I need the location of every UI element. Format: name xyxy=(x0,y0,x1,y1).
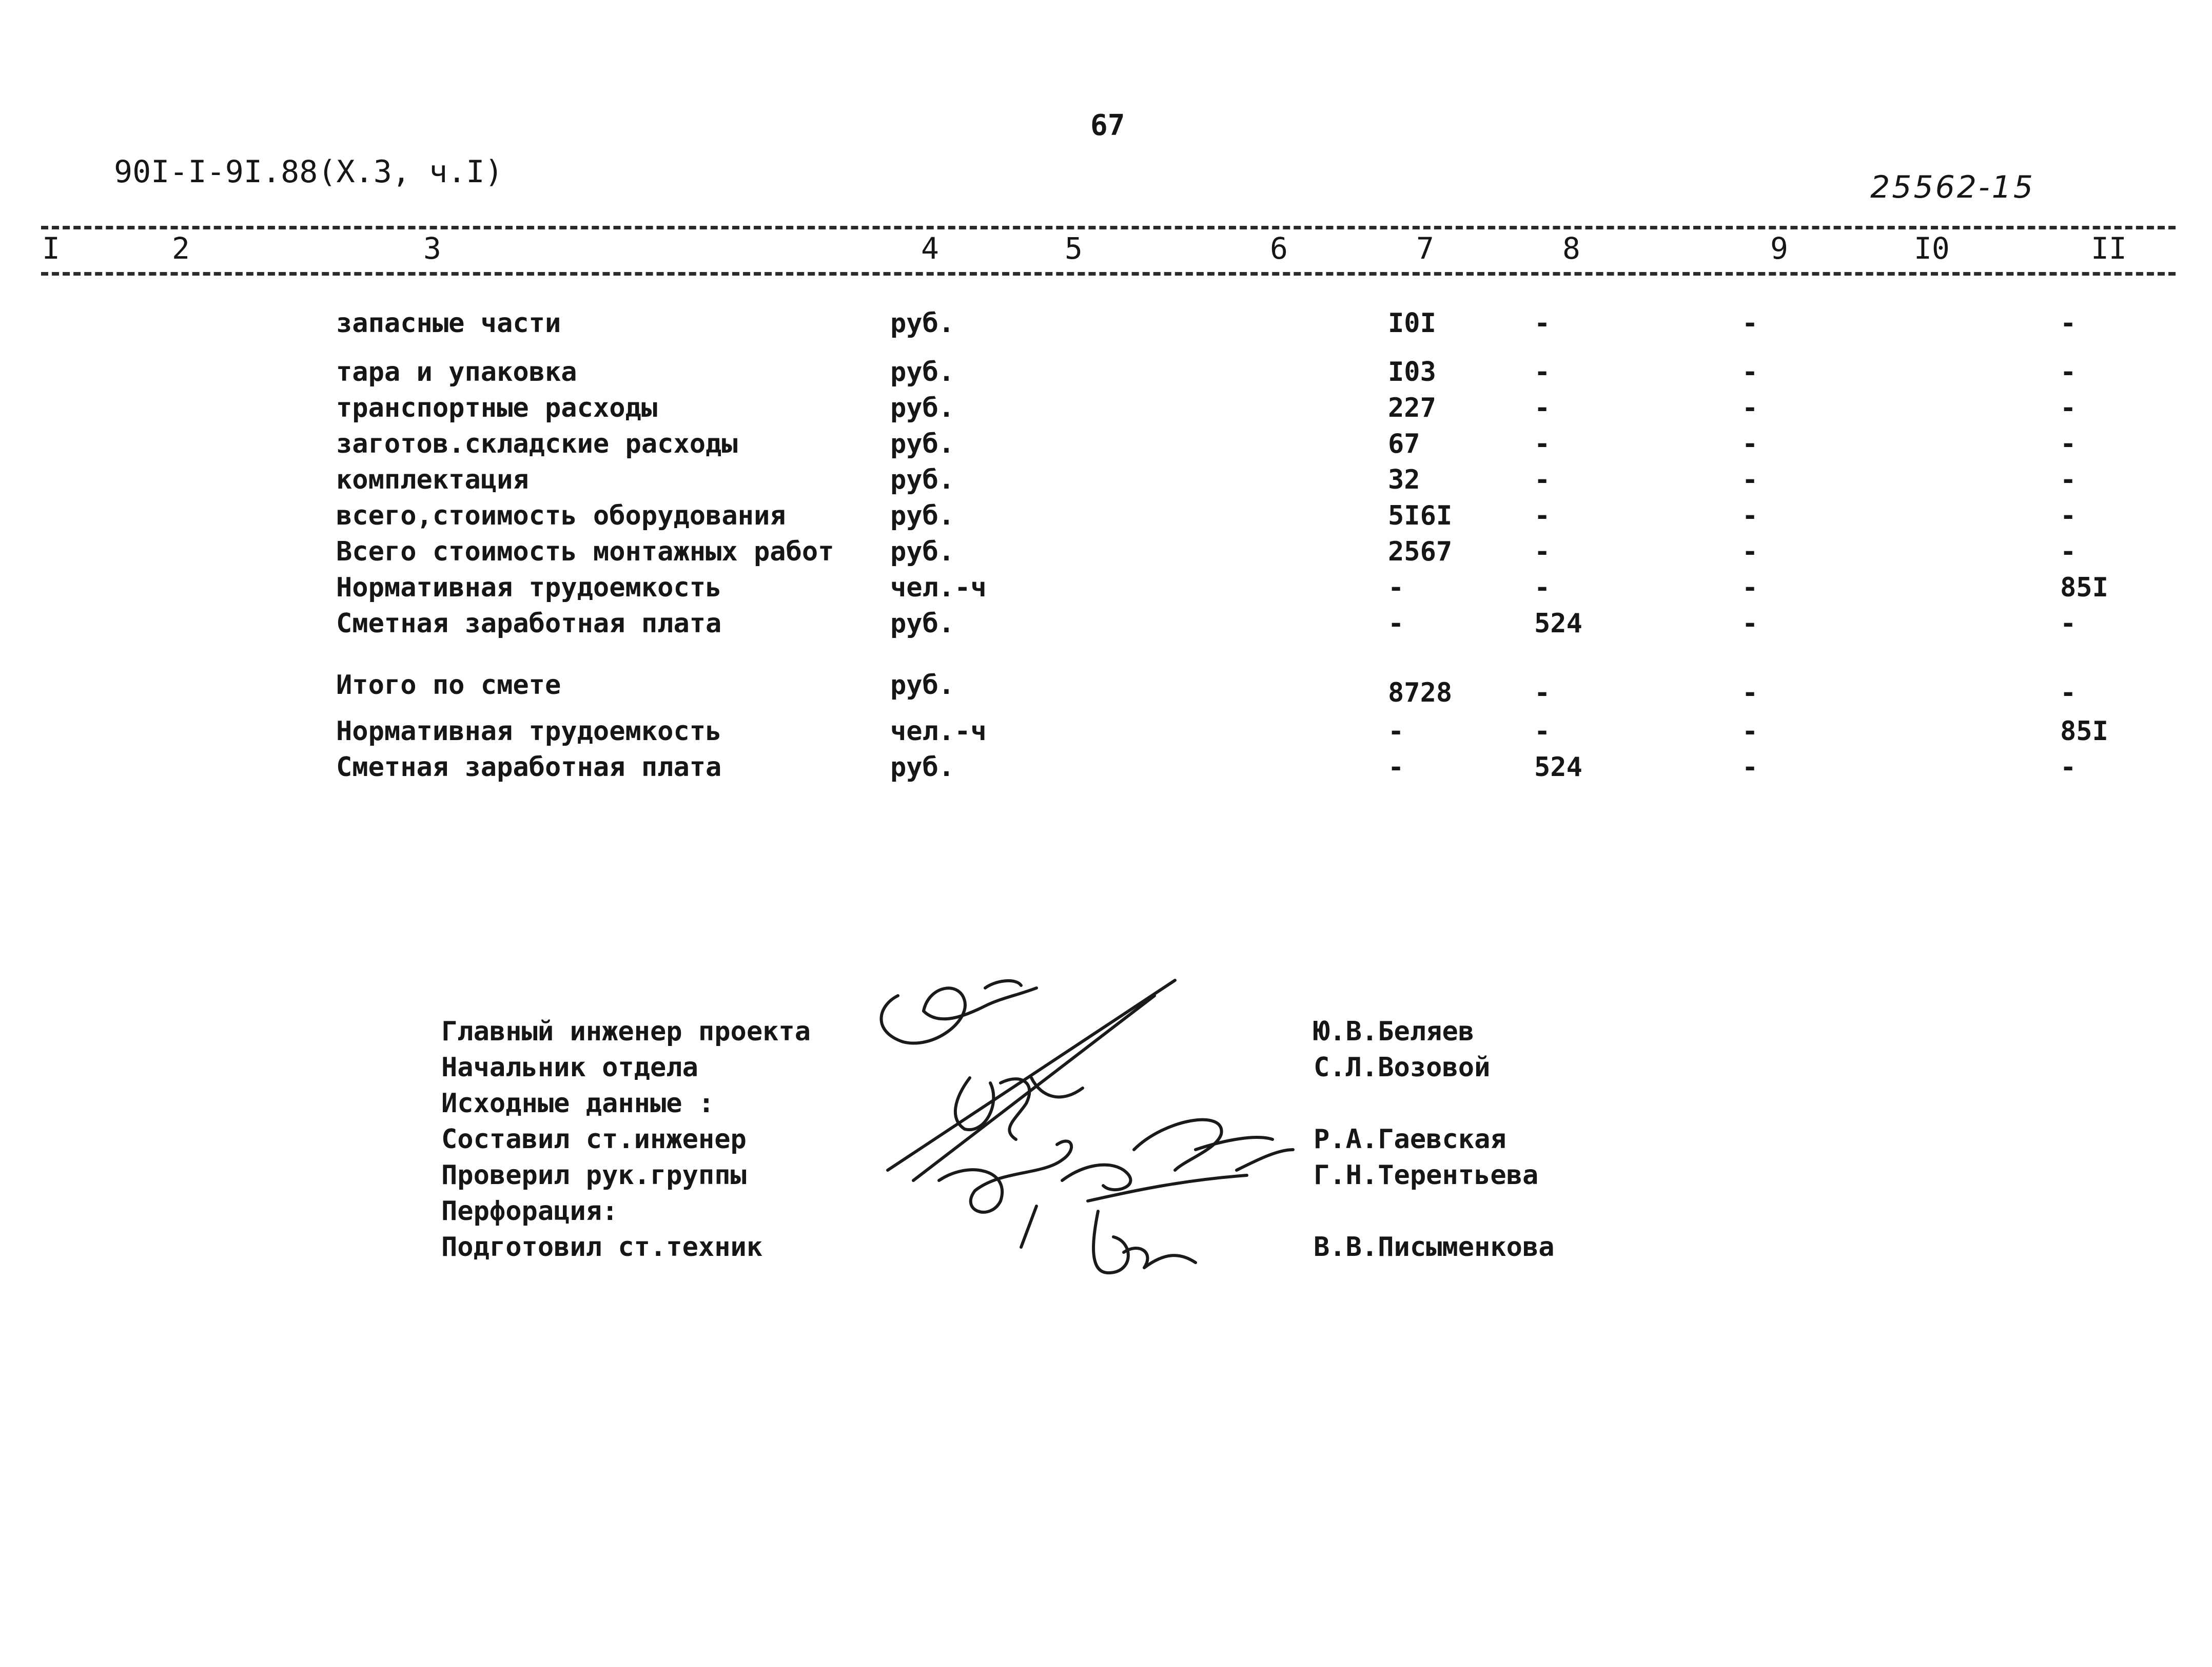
archive-number: 25562-15 xyxy=(1870,169,2035,205)
row-col8: - xyxy=(1534,308,1551,339)
column-header-11: II xyxy=(2091,231,2127,266)
row-unit: руб. xyxy=(890,536,955,567)
row-unit: руб. xyxy=(890,357,955,387)
row-col11: - xyxy=(2060,464,2077,495)
row-col11: - xyxy=(2060,608,2077,639)
signoff-name: Г.Н.Терентьева xyxy=(1314,1160,1539,1191)
row-col7: - xyxy=(1388,608,1404,639)
signoff-name xyxy=(1314,1193,1555,1229)
row-col8: 524 xyxy=(1534,608,1582,639)
document-reference: 90I-I-9I.88(X.3, ч.I) xyxy=(114,154,503,190)
table-row xyxy=(0,608,2212,644)
row-col11: - xyxy=(2060,500,2077,531)
row-unit: чел.-ч xyxy=(890,716,987,747)
column-header-1: I xyxy=(42,231,60,266)
row-col11: - xyxy=(2060,429,2077,459)
row-name: Всего стоимость монтажных работ xyxy=(336,536,834,567)
row-col9: - xyxy=(1742,716,1758,747)
column-header-4: 4 xyxy=(921,231,939,266)
signoff-role: Главный инженер проекта xyxy=(441,1016,811,1047)
table-row xyxy=(0,357,2212,393)
signoff-name: В.В.Писыменкова xyxy=(1314,1232,1555,1263)
row-col8: - xyxy=(1534,429,1551,459)
table-row xyxy=(0,752,2212,788)
row-col9: - xyxy=(1742,429,1758,459)
totals-unit: руб. xyxy=(890,670,955,701)
row-col11: - xyxy=(2060,393,2077,423)
table-row xyxy=(0,429,2212,464)
table-row xyxy=(0,716,2212,752)
row-col11: - xyxy=(2060,536,2077,567)
row-col9: - xyxy=(1742,752,1758,783)
row-name: Нормативная трудоемкость xyxy=(336,572,722,603)
column-header-9: 9 xyxy=(1770,231,1788,266)
row-col9: - xyxy=(1742,608,1758,639)
signoff-name: С.Л.Возовой xyxy=(1314,1052,1491,1083)
column-header-2: 2 xyxy=(172,231,190,266)
row-col9: - xyxy=(1742,572,1758,603)
row-name: Сметная заработная плата xyxy=(336,608,722,639)
table-row xyxy=(0,536,2212,572)
table-row xyxy=(0,500,2212,536)
row-col7: 67 xyxy=(1388,429,1420,459)
column-header-6: 6 xyxy=(1270,231,1288,266)
table-top-rule xyxy=(41,226,2176,229)
row-unit: руб. xyxy=(890,429,955,459)
row-col11: 85I xyxy=(2060,716,2108,747)
table-row xyxy=(0,308,2212,344)
totals-col7: 8728 xyxy=(1388,677,1453,708)
table-header-bottom-rule xyxy=(41,272,2176,276)
row-col9: - xyxy=(1742,393,1758,423)
column-header-8: 8 xyxy=(1562,231,1580,266)
row-col8: - xyxy=(1534,716,1551,747)
row-name: тара и упаковка xyxy=(336,357,577,387)
row-unit: руб. xyxy=(890,308,955,339)
page-number: 67 xyxy=(1090,109,1125,142)
signoff-name: Р.А.Гаевская xyxy=(1314,1124,1506,1155)
totals-title: Итого по смете xyxy=(336,670,561,701)
signoff-roles xyxy=(441,1014,811,1265)
totals-col8: - xyxy=(1534,677,1551,708)
table-row xyxy=(0,393,2212,429)
row-unit: руб. xyxy=(890,393,955,423)
column-header-7: 7 xyxy=(1416,231,1434,266)
signoff-role: Исходные данные : xyxy=(441,1088,715,1119)
row-name: всего,стоимость оборудования xyxy=(336,500,786,531)
row-col9: - xyxy=(1742,464,1758,495)
row-col8: - xyxy=(1534,357,1551,387)
table-row xyxy=(0,464,2212,500)
row-col9: - xyxy=(1742,536,1758,567)
row-col8: - xyxy=(1534,536,1551,567)
row-col7: 227 xyxy=(1388,393,1436,423)
row-col11: - xyxy=(2060,357,2077,387)
row-col8: - xyxy=(1534,500,1551,531)
row-name: Нормативная трудоемкость xyxy=(336,716,722,747)
column-header-5: 5 xyxy=(1065,231,1083,266)
row-col11: 85I xyxy=(2060,572,2108,603)
row-col9: - xyxy=(1742,357,1758,387)
row-unit: руб. xyxy=(890,500,955,531)
row-col7: - xyxy=(1388,752,1404,783)
row-col8: - xyxy=(1534,464,1551,495)
table-row xyxy=(0,572,2212,608)
row-col7: I03 xyxy=(1388,357,1436,387)
row-name: заготов.складские расходы xyxy=(336,429,738,459)
column-header-3: 3 xyxy=(423,231,441,266)
signoff-role: Составил ст.инженер xyxy=(441,1124,747,1155)
row-col11: - xyxy=(2060,752,2077,783)
row-unit: руб. xyxy=(890,464,955,495)
signoff-role: Начальник отдела xyxy=(441,1052,698,1083)
totals-col9: - xyxy=(1742,677,1758,708)
row-name: Сметная заработная плата xyxy=(336,752,722,783)
row-col7: I0I xyxy=(1388,308,1436,339)
row-col9: - xyxy=(1742,308,1758,339)
row-col9: - xyxy=(1742,500,1758,531)
row-name: запасные части xyxy=(336,308,561,339)
signoff-name xyxy=(1314,1086,1555,1121)
row-col8: - xyxy=(1534,572,1551,603)
handwritten-signatures xyxy=(867,965,1329,1298)
row-name: комплектация xyxy=(336,464,529,495)
row-unit: руб. xyxy=(890,752,955,783)
row-col11: - xyxy=(2060,308,2077,339)
row-col7: - xyxy=(1388,572,1404,603)
row-name: транспортные расходы xyxy=(336,393,658,423)
totals-col11: - xyxy=(2060,677,2077,708)
row-col8: - xyxy=(1534,393,1551,423)
row-col7: 32 xyxy=(1388,464,1420,495)
signoff-names xyxy=(1314,1014,1555,1265)
row-col7: 5I6I xyxy=(1388,500,1453,531)
totals-values-row xyxy=(0,677,2212,713)
signoff-role: Перфорация: xyxy=(441,1196,618,1227)
row-unit: руб. xyxy=(890,608,955,639)
signoff-role: Проверил рук.группы xyxy=(441,1160,747,1191)
row-col7: - xyxy=(1388,716,1404,747)
row-col7: 2567 xyxy=(1388,536,1453,567)
row-unit: чел.-ч xyxy=(890,572,987,603)
row-col8: 524 xyxy=(1534,752,1582,783)
signoff-role: Подготовил ст.техник xyxy=(441,1232,763,1263)
column-header-10: I0 xyxy=(1914,231,1950,266)
signoff-name: Ю.В.Беляев xyxy=(1314,1016,1475,1047)
